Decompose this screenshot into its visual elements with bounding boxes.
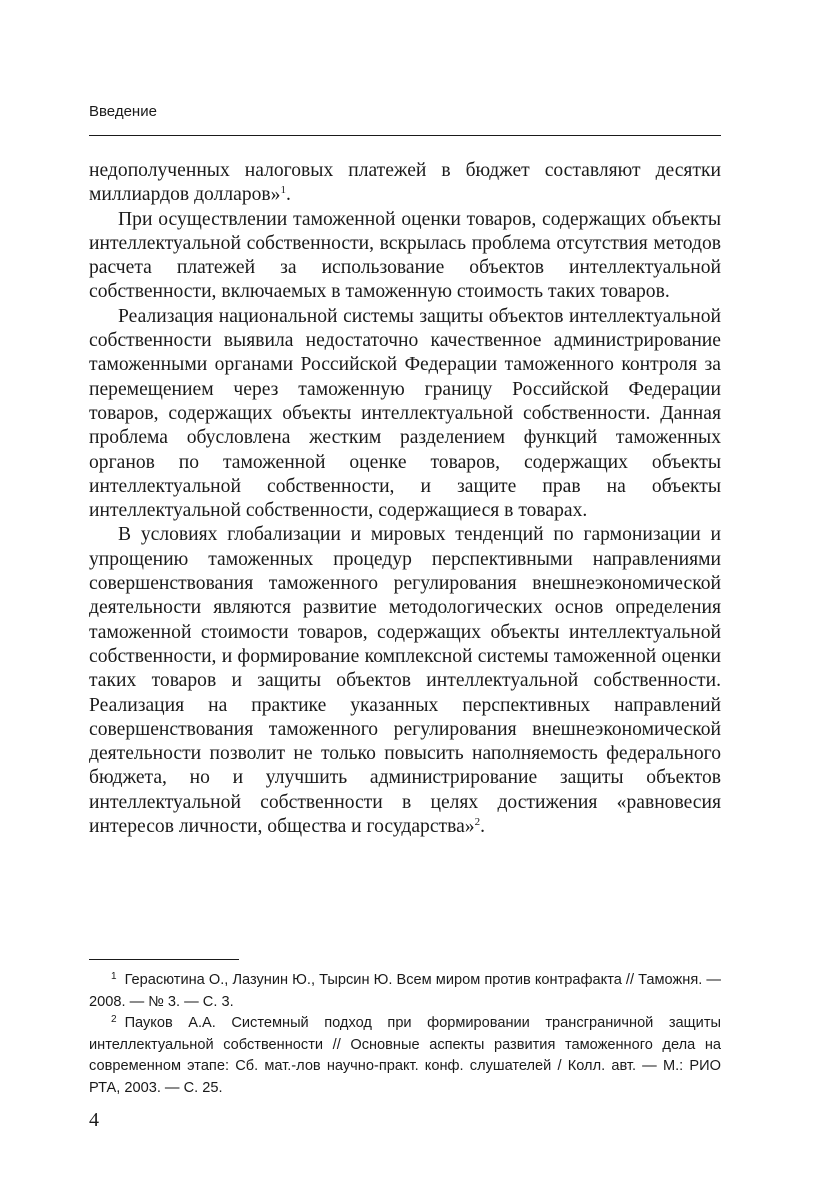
paragraph-1-end: . <box>285 184 291 206</box>
paragraph-2: При осуществлении таможенной оценки товаров, содержащих объекты интеллектуальной собственности, вскрылась проблема отсутствия методов расчета платежей за использование объектов интеллектуальной собственности, включаемых в таможенную стоимость таких товаров. <box>89 208 721 303</box>
paragraph-4-text: В условиях глобализации и мировых тенденций по гармонизации и упрощению таможенных процедур перспективными направлениями совершенствования таможенного регулирования внешнеэкономической деятельности являются развитие методологических основ определения таможенной стоимости товаров, содержащих объекты интеллектуальной собственности, и формирование комплексной системы таможенной оценки таких товаров и защиты объектов интеллектуальной собственности. Реализация на практике указанных перспективных направлений совершенствования таможенного регулирования внешнеэкономической деятельности позволит не только повысить наполняемость федерального бюджета, но и улучшить администрирование защиты объектов интеллектуальной собственности в целях достижения «равновесия интересов личности, общества и государства» <box>89 524 721 838</box>
footnote-divider <box>89 959 239 960</box>
header-divider <box>89 135 721 136</box>
paragraph-1 <box>89 159 721 208</box>
footnote-ref-2[interactable]: 2 <box>474 816 481 829</box>
paragraph-1-text: недополученных налоговых платежей в бюджет составляют десятки миллиардов долларов» <box>89 160 721 206</box>
paragraph-3: Реализация национальной системы защиты объектов интеллектуальной собственности выявила недостаточно качественное администрирование таможенными органами Российской Федерации таможенного контроля за перемещением через таможенную границу Российской Федерации товаров, содержащих объекты интеллектуальной собственности. Данная проблема обусловлена жестким разделением функций таможенных органов по таможенной оценке товаров, содержащих объекты интеллектуальной собственности, и защите прав на объекты интеллектуальной собственности, содержащиеся в товарах. <box>89 305 721 522</box>
footnote-1-marker: 1 <box>111 971 117 982</box>
footnote-2-marker: 2 <box>111 1014 117 1026</box>
footnotes <box>89 970 721 1100</box>
footnote-2-text: Пауков А.А. Системный подход при формировании трансграничной защиты интеллектуальной собственности // Основные аспекты развития таможенного дела на современном этапе: Сб. мат.-лов научно-практ. конф. слушателей / Колл. авт. — М.: РИО РТА, 2003. — С. 25. <box>89 1015 721 1096</box>
footnote-ref-1[interactable]: 1 <box>280 184 286 197</box>
footnote-2 <box>89 1013 721 1099</box>
page-number: 4 <box>89 1109 99 1131</box>
running-header: Введение <box>89 103 157 120</box>
footnote-1-text: Герасютина О., Лазунин Ю., Тырсин Ю. Всем миром против контрафакта // Таможня. — 2008. — № 3. — С. 3. <box>89 972 721 1010</box>
footnote-1 <box>89 970 721 1013</box>
paragraph-4 <box>89 523 721 839</box>
paragraph-4-end: . <box>480 816 486 838</box>
main-text <box>89 159 721 839</box>
